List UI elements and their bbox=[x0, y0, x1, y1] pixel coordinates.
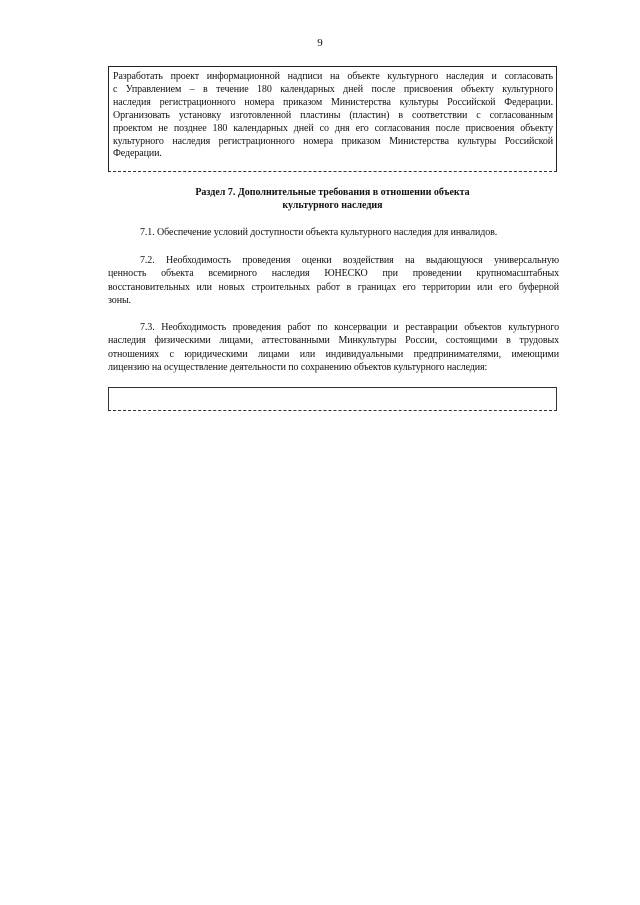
paragraph-line: наследия физическими лицами, аттестованными Минкультуры России, состоящими в трудовых bbox=[108, 335, 559, 347]
boxed-text-line: культурного наследия регистрационного номера приказом Министерства культуры Российской bbox=[113, 135, 553, 147]
section-heading-line: культурного наследия bbox=[282, 200, 383, 211]
paragraph-7-1 bbox=[108, 226, 559, 239]
boxed-text-line: Разработать проект информационной надписи на объекте культурного наследия и согласовать bbox=[113, 71, 553, 82]
paragraph-line: 7.1. Обеспечение условий доступности объекта культурного наследия для инвалидов. bbox=[140, 227, 498, 238]
paragraph-line: восстановительных или новых строительных работ в границах его территории или его буферной bbox=[108, 281, 559, 293]
paragraph-line: 7.2. Необходимость проведения оценки воздействия на выдающуюся универсальную bbox=[140, 255, 559, 266]
section-heading bbox=[108, 186, 557, 212]
paragraph-7-2 bbox=[108, 254, 559, 308]
page-number: 9 bbox=[317, 37, 323, 49]
boxed-text-line: с Управлением – в течение 180 календарных дней после присвоения объекту культурного bbox=[113, 83, 553, 95]
empty-table-box bbox=[108, 387, 557, 411]
paragraph-line: отношениях с юридическими лицами или индивидуальными предпринимателями, имеющими bbox=[108, 348, 559, 360]
boxed-text-line: Организовать установку изготовленной пластины (пластин) в соответствии с согласованным bbox=[113, 109, 553, 121]
section-heading-line: Раздел 7. Дополнительные требования в отношении объекта bbox=[195, 187, 470, 198]
paragraph-7-3 bbox=[108, 321, 559, 375]
paragraph-line: зоны. bbox=[108, 295, 131, 307]
boxed-text-block bbox=[108, 66, 557, 172]
boxed-text-line: наследия регистрационного номера приказом Министерства культуры Российской Федерации. bbox=[113, 96, 553, 108]
boxed-text-line: проектом не позднее 180 календарных дней со дня его согласования после присвоения объекту bbox=[113, 122, 553, 134]
boxed-text-line: Федерации. bbox=[113, 148, 162, 160]
paragraph-line: 7.3. Необходимость проведения работ по консервации и реставрации объектов культурного bbox=[140, 322, 559, 333]
paragraph-line: ценность объекта всемирного наследия ЮНЕСКО при проведении крупномасштабных bbox=[108, 268, 559, 280]
paragraph-line: лицензию на осуществление деятельности по сохранению объектов культурного наследия: bbox=[108, 362, 488, 374]
